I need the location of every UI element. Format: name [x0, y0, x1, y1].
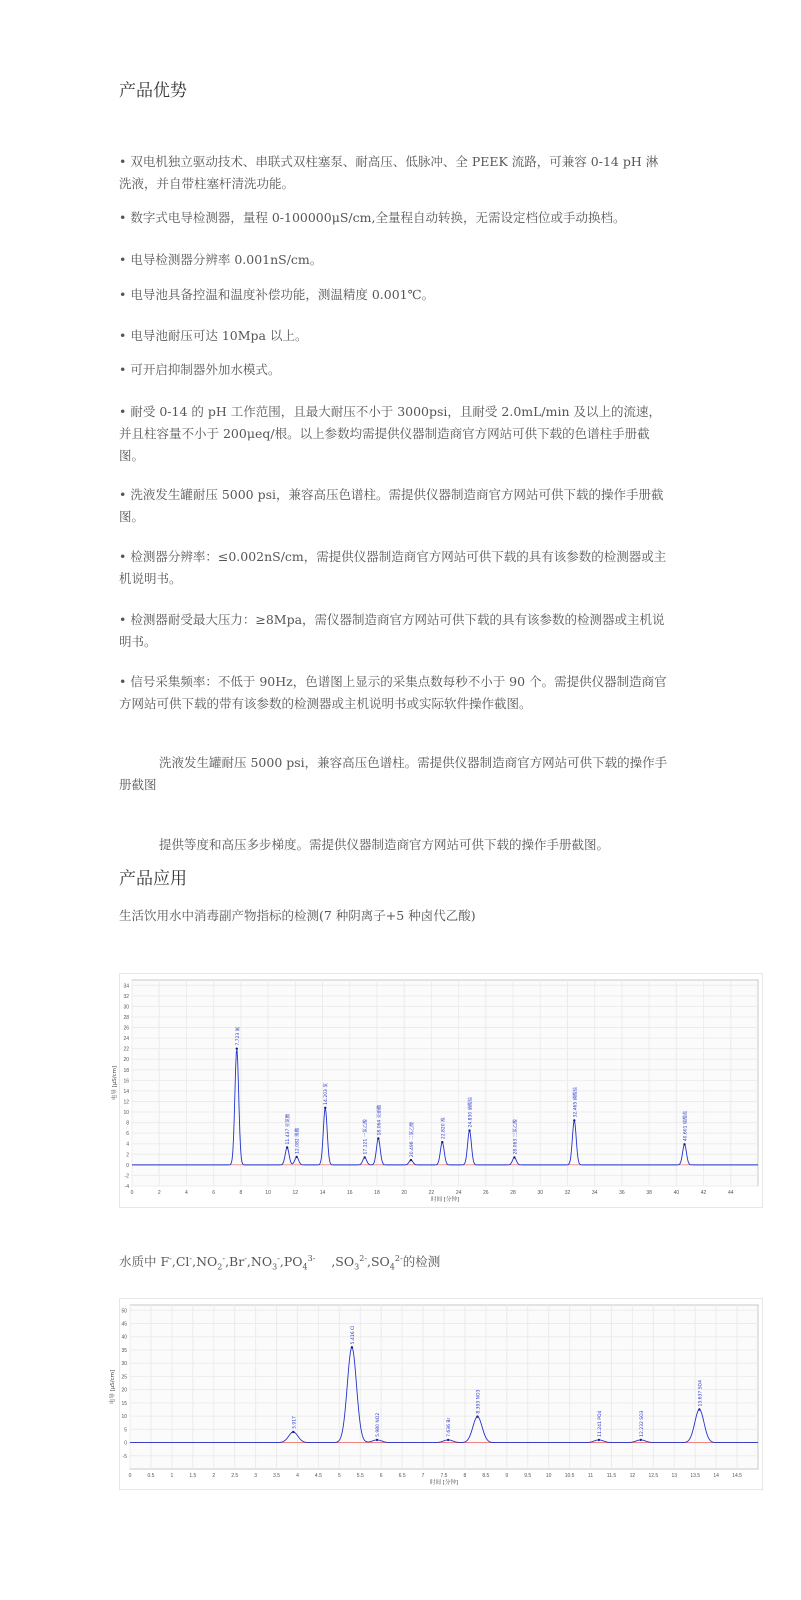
y-tick-label: 35: [121, 1347, 127, 1354]
x-tick-label: 3.5: [273, 1473, 281, 1479]
caption2-t6: ,SO: [315, 1254, 355, 1270]
caption2-sub3: 2: [217, 1262, 223, 1272]
peak-marker: [324, 1107, 326, 1109]
y-tick-label: 2: [126, 1152, 129, 1159]
x-tick-label: 0: [130, 1190, 134, 1196]
y-tick-label: 25: [121, 1374, 127, 1381]
caption2-sup7: 2-: [359, 1254, 367, 1263]
peak-marker: [513, 1156, 515, 1158]
caption2-sup3: -: [222, 1254, 226, 1263]
peak-label: 24.830 硝酸盐: [468, 1096, 474, 1128]
x-tick-label: 18: [374, 1190, 380, 1196]
caption2-sub7: 3: [354, 1262, 360, 1272]
bullet-4: • 电导池具备控温和温度补偿功能，测温精度 0.001℃。: [119, 287, 435, 302]
x-tick-label: 6: [379, 1473, 383, 1479]
peak-marker: [441, 1141, 443, 1143]
y-tick-label: 20: [123, 1057, 129, 1064]
x-tick-label: 24: [455, 1190, 462, 1196]
x-tick-label: 38: [646, 1190, 652, 1196]
peak-label: 32.465 磷酸盐: [573, 1086, 579, 1118]
peak-marker: [476, 1415, 478, 1417]
x-tick-label: 32: [564, 1190, 571, 1196]
section-title-applications: 产品应用: [119, 869, 187, 888]
peak-marker: [598, 1439, 600, 1441]
x-tick-label: 11: [587, 1473, 594, 1479]
chromatogram-1: [112, 973, 763, 1208]
peak-label: 11.241 PO4: [597, 1410, 603, 1437]
peak-marker: [292, 1431, 294, 1433]
x-tick-label: 8.5: [482, 1473, 490, 1479]
y-tick-label: 20: [121, 1387, 127, 1394]
peak-marker: [698, 1408, 700, 1410]
y-tick-label: 12: [123, 1099, 129, 1106]
peak-label: 28.063 三氯乙酸: [513, 1119, 519, 1155]
y-tick-label: 6: [126, 1131, 129, 1138]
caption2-t1: ,Cl: [171, 1254, 190, 1270]
x-tick-label: 6.5: [398, 1473, 406, 1479]
y-tick-label: 26: [123, 1025, 129, 1032]
x-tick-label: 2.5: [231, 1473, 239, 1479]
y-tick-label: 30: [123, 1004, 129, 1011]
x-tick-label: 10: [545, 1473, 552, 1479]
peak-marker: [364, 1156, 366, 1158]
x-tick-label: 7: [421, 1473, 425, 1479]
x-axis-label: 时间 [分钟]: [429, 1480, 459, 1486]
x-tick-label: 3: [254, 1473, 257, 1479]
peak-marker: [640, 1439, 642, 1441]
x-tick-label: 4: [296, 1473, 299, 1479]
x-tick-label: 42: [700, 1190, 707, 1196]
caption2-sub5: 3: [272, 1262, 278, 1272]
bullet-9: • 检测器分辨率：≤0.002nS/cm，需提供仪器制造商官方网站可供下载的具有该参数的检测器或主机说明书。: [119, 549, 667, 586]
y-tick-label: 10: [121, 1414, 127, 1421]
x-tick-label: 10.5: [564, 1473, 575, 1479]
caption2-sup1: -: [169, 1254, 172, 1263]
y-tick-label: 22: [123, 1046, 129, 1053]
y-tick-label: 4: [126, 1141, 129, 1148]
x-tick-label: 5: [337, 1473, 341, 1479]
peak-marker: [573, 1119, 575, 1121]
peak-label: 12.232 SO3: [639, 1410, 645, 1437]
y-tick-label: 0: [126, 1162, 129, 1169]
caption2-suffix: 的检测: [402, 1254, 441, 1270]
x-tick-label: 14: [713, 1473, 719, 1479]
x-tick-label: 22: [428, 1190, 435, 1196]
chromatogram-2: [110, 1298, 763, 1490]
x-tick-label: 12: [292, 1190, 299, 1196]
y-tick-label: 14: [123, 1088, 129, 1095]
peak-marker: [236, 1047, 238, 1049]
caption2-sup5: -: [277, 1254, 280, 1263]
x-tick-label: 8: [463, 1473, 467, 1479]
x-tick-label: 12.5: [648, 1473, 659, 1479]
y-tick-label: 16: [123, 1078, 129, 1085]
bullet-10: • 检测器耐受最大压力：≥8Mpa，需仪器制造商官方网站可供下载的具有该参数的检测器或主机说明书。: [119, 612, 665, 649]
x-tick-label: 14.5: [732, 1473, 742, 1479]
bullet-2: • 数字式电导检测器，量程 0-100000μS/cm,全量程自动转换，无需设定档位或手动换档。: [119, 210, 626, 225]
peak-marker: [468, 1129, 470, 1131]
chromatogram-2-svg: [110, 1299, 762, 1489]
peak-label: 3.917: [292, 1416, 298, 1429]
caption2-prefix: 水质中 F: [119, 1254, 170, 1270]
y-tick-label: 10: [123, 1110, 129, 1117]
x-tick-label: 28: [510, 1190, 516, 1196]
peak-label: 20.496 二氯乙酸: [409, 1121, 415, 1158]
eluent-paragraph: 洗液发生罐耐压 5000 psi，兼容高压色谱柱。需提供仪器制造商官方网站可供下载的操作手册截图: [119, 755, 668, 792]
peak-marker: [683, 1143, 685, 1145]
caption2-sup8: 2-: [394, 1254, 403, 1263]
caption2-t7: ,SO: [367, 1254, 390, 1270]
peak-label: 13.637 SO4: [698, 1380, 704, 1407]
bullet-1: • 双电机独立驱动技术、串联式双柱塞泵、耐高压、低脉冲、全 PEEK 流路，可兼容 0-14 pH 淋洗液，并自带柱塞杆清洗功能。: [119, 154, 659, 191]
peak-label: 5.416 Cl: [350, 1325, 356, 1345]
x-tick-label: 6: [212, 1190, 216, 1196]
y-tick-label: 30: [121, 1361, 127, 1368]
chromatogram-1-svg: [112, 974, 762, 1207]
x-tick-label: 1.5: [189, 1473, 197, 1479]
peak-label: 7.636 Br: [447, 1417, 453, 1437]
caption2-sup4: -: [244, 1254, 247, 1263]
x-tick-label: 14: [319, 1190, 326, 1196]
caption2-sub8: 4: [389, 1262, 395, 1272]
caption2-t2: ,NO: [192, 1254, 218, 1270]
y-tick-label: 32: [123, 993, 129, 1000]
x-tick-label: 1: [170, 1473, 174, 1479]
section-title-advantages: 产品优势: [119, 81, 187, 100]
y-tick-label: -4: [124, 1184, 129, 1190]
y-tick-label: 15: [121, 1400, 127, 1407]
caption2-t4: ,NO: [246, 1254, 273, 1270]
bullet-5: • 电导池耐压可达 10Mpa 以上。: [119, 328, 308, 343]
caption2-sub6: 4: [302, 1262, 308, 1272]
peak-label: 7.723 氟: [235, 1026, 241, 1046]
bullet-11: • 信号采集频率：不低于 90Hz，色谱图上显示的采集点数每秒不小于 90 个。需提供仪器制造商官方网站可供下载的带有该参数的检测器或主机说明书或实际软件操作截图。: [119, 674, 667, 711]
x-tick-label: 5.5: [356, 1473, 364, 1479]
peak-marker: [295, 1156, 297, 1158]
x-tick-label: 20: [401, 1190, 407, 1196]
x-tick-label: 36: [619, 1190, 625, 1196]
x-tick-label: 13: [671, 1473, 678, 1479]
x-tick-label: 16: [346, 1190, 353, 1196]
y-tick-label: 0: [124, 1440, 127, 1447]
bullet-8: • 洗液发生罐耐压 5000 psi，兼容高压色谱柱。需提供仪器制造商官方网站可供下载的操作手册截图。: [119, 487, 664, 524]
x-tick-label: 26: [483, 1190, 489, 1196]
x-tick-label: 12: [629, 1473, 636, 1479]
peak-label: 11.437 亚氯酸: [286, 1113, 292, 1145]
x-tick-label: 2: [157, 1190, 161, 1196]
x-tick-label: 8: [239, 1190, 243, 1196]
x-tick-label: 0.5: [147, 1473, 155, 1479]
x-tick-label: 2: [212, 1473, 216, 1479]
peak-marker: [286, 1146, 288, 1148]
peak-marker: [447, 1439, 449, 1441]
y-tick-label: 18: [123, 1067, 129, 1074]
x-tick-label: 0: [128, 1473, 132, 1479]
peak-label: 5.980 NO2: [376, 1412, 382, 1437]
y-axis-label: 电导 [μS/cm]: [110, 1369, 116, 1405]
bullet-3: • 电导检测器分辨率 0.001nS/cm。: [119, 252, 323, 267]
peak-marker: [377, 1137, 379, 1139]
y-tick-label: -2: [124, 1173, 129, 1180]
peak-label: 12.082 溴酸: [295, 1127, 301, 1154]
y-tick-label: -5: [122, 1453, 127, 1460]
y-tick-label: 45: [121, 1321, 127, 1328]
caption2-t3: ,Br: [225, 1254, 245, 1270]
application-1-caption: 生活饮用水中消毒副产物指标的检测(7 种阴离子+5 种卤代乙酸): [119, 908, 476, 923]
y-tick-label: 40: [121, 1334, 127, 1341]
peak-label: 14.203 氯: [324, 1083, 330, 1105]
peak-label: 8.393 NO3: [476, 1389, 482, 1414]
x-tick-label: 44: [728, 1190, 734, 1196]
peak-label: 18.064 亚硝酸: [377, 1104, 383, 1136]
x-tick-label: 7.5: [440, 1473, 448, 1479]
y-tick-label: 5: [124, 1427, 127, 1434]
x-tick-label: 30: [537, 1190, 544, 1196]
peak-marker: [351, 1346, 353, 1348]
x-tick-label: 9: [505, 1473, 509, 1479]
bullet-7: • 耐受 0-14 的 pH 工作范围，且最大耐压不小于 3000psi，且耐受 2.0mL/min 及以上的流速，并且柱容量不小于 200μeq/根。以上参数均需提供仪器制造商官方网站可供下载的色谱柱手册截图。: [119, 404, 662, 463]
peak-marker: [376, 1439, 378, 1441]
y-tick-label: 50: [121, 1308, 127, 1315]
x-tick-label: 40: [673, 1190, 680, 1196]
x-tick-label: 4.5: [314, 1473, 322, 1479]
y-tick-label: 34: [123, 983, 129, 990]
x-tick-label: 13.5: [690, 1473, 701, 1479]
x-tick-label: 9.5: [524, 1473, 532, 1479]
peak-label: 40.601 硫酸盐: [683, 1110, 689, 1142]
caption2-sup6: 3-: [307, 1254, 316, 1263]
y-tick-label: 24: [123, 1036, 129, 1043]
x-tick-label: 10: [265, 1190, 271, 1196]
x-tick-label: 34: [591, 1190, 598, 1196]
bullet-6: • 可开启抑制器外加水模式。: [119, 362, 281, 377]
x-tick-label: 4: [185, 1190, 188, 1196]
y-tick-label: 28: [123, 1014, 129, 1021]
caption2-t5: ,PO: [279, 1254, 303, 1270]
caption2-sup2: -: [189, 1254, 193, 1263]
application-2-caption: [119, 1248, 669, 1279]
x-tick-label: 11.5: [606, 1473, 617, 1479]
y-axis-label: 电导 [μS/cm]: [112, 1065, 118, 1101]
y-tick-label: 8: [126, 1120, 129, 1127]
x-axis-label: 时间 [分钟]: [430, 1197, 460, 1203]
peak-label: 22.820 溴: [441, 1117, 447, 1140]
peak-marker: [410, 1159, 412, 1161]
peak-label: 17.121 一氯乙酸: [363, 1119, 369, 1155]
gradient-paragraph: 提供等度和高压多步梯度。需提供仪器制造商官方网站可供下载的操作手册截图。: [159, 837, 610, 852]
